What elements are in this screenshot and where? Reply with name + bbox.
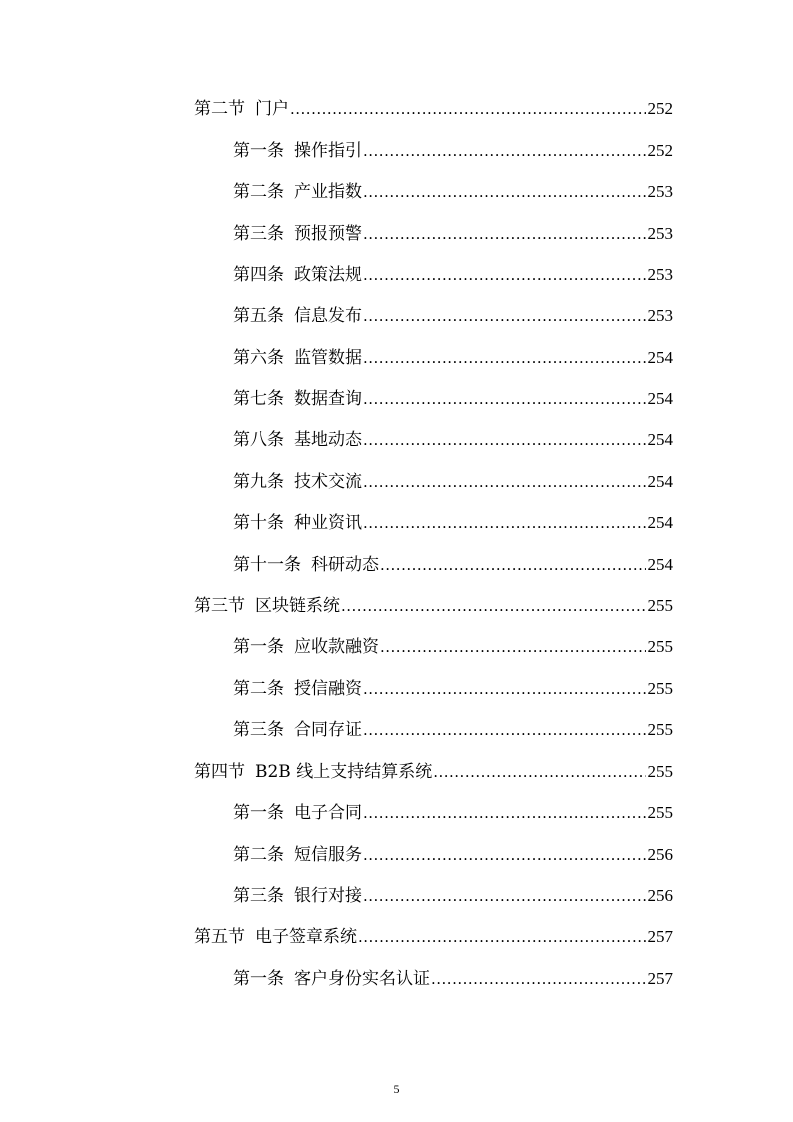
- toc-entry-title: 科研动态: [311, 555, 379, 575]
- toc-entry-page: 253: [647, 182, 673, 201]
- toc-entry-article[interactable]: [233, 263, 673, 287]
- toc-entry-article[interactable]: [233, 718, 673, 742]
- toc-entry-page: 256: [647, 845, 673, 864]
- dot-leader: [431, 967, 646, 991]
- toc-entry-title: 基地动态: [294, 430, 362, 450]
- toc-entry-title: 技术交流: [294, 472, 362, 492]
- toc-entry-title: 电子合同: [294, 803, 362, 823]
- toc-entry-prefix: 第二条: [233, 182, 284, 202]
- toc-entry-article[interactable]: [233, 180, 673, 204]
- toc-entry-page: 253: [647, 265, 673, 284]
- toc-entry-page: 253: [647, 224, 673, 243]
- toc-entry-article[interactable]: [233, 346, 673, 370]
- toc-entry-prefix: 第二条: [233, 845, 284, 865]
- dot-leader: [363, 139, 646, 163]
- toc-entry-article[interactable]: [233, 139, 673, 163]
- toc-entry-article[interactable]: [233, 222, 673, 246]
- toc-entry-article[interactable]: [233, 511, 673, 535]
- dot-leader: [380, 553, 646, 577]
- toc-entry-prefix: 第三节: [194, 596, 245, 616]
- toc-entry-prefix: 第七条: [233, 389, 284, 409]
- toc-entry-page: 254: [647, 348, 673, 367]
- toc-entry-prefix: 第三条: [233, 720, 284, 740]
- toc-entry-page: 255: [647, 637, 673, 656]
- toc-entry-title: 银行对接: [294, 886, 362, 906]
- toc-entry-page: 255: [647, 679, 673, 698]
- toc-entry-prefix: 第五条: [233, 306, 284, 326]
- toc-entry-title: 监管数据: [294, 348, 362, 368]
- toc-entry-section-2[interactable]: [194, 97, 673, 121]
- toc-entry-section-4[interactable]: [194, 760, 673, 784]
- dot-leader: [290, 97, 646, 121]
- toc-entry-title: B2B 线上支持结算系统: [255, 762, 433, 782]
- dot-leader: [363, 304, 646, 328]
- toc-entry-prefix: 第十一条: [233, 555, 301, 575]
- toc-entry-title: 授信融资: [294, 679, 362, 699]
- toc-entry-page: 254: [647, 430, 673, 449]
- dot-leader: [363, 428, 646, 452]
- toc-entry-title: 区块链系统: [255, 596, 340, 616]
- toc-entry-prefix: 第一条: [233, 141, 284, 161]
- toc-entry-page: 253: [647, 306, 673, 325]
- dot-leader: [363, 801, 646, 825]
- toc-entry-article[interactable]: [233, 470, 673, 494]
- toc-entry-prefix: 第九条: [233, 472, 284, 492]
- toc-entry-page: 257: [647, 969, 673, 988]
- page-number: 5: [393, 1082, 400, 1096]
- toc-entry-prefix: 第三条: [233, 224, 284, 244]
- toc-entry-title: 合同存证: [294, 720, 362, 740]
- toc-entry-section-3[interactable]: [194, 594, 673, 618]
- dot-leader: [363, 511, 646, 535]
- toc-entry-title: 操作指引: [294, 141, 362, 161]
- dot-leader: [363, 470, 646, 494]
- toc-entry-prefix: 第六条: [233, 348, 284, 368]
- toc-entry-title: 电子签章系统: [255, 927, 357, 947]
- toc-entry-page: 257: [647, 927, 673, 946]
- toc-entry-article[interactable]: [233, 677, 673, 701]
- toc-entry-page: 255: [647, 762, 673, 781]
- toc-entry-page: 255: [647, 596, 673, 615]
- toc-entry-prefix: 第四条: [233, 265, 284, 285]
- toc-entry-title: 政策法规: [294, 265, 362, 285]
- toc-entry-page: 256: [647, 886, 673, 905]
- toc-entry-title: 预报预警: [294, 224, 362, 244]
- dot-leader: [363, 677, 646, 701]
- toc-entry-section-5[interactable]: [194, 925, 673, 949]
- toc-entry-title: 客户身份实名认证: [294, 969, 430, 989]
- dot-leader: [380, 635, 646, 659]
- toc-entry-page: 255: [647, 720, 673, 739]
- toc-entry-prefix: 第十条: [233, 513, 284, 533]
- toc-entry-title: 短信服务: [294, 845, 362, 865]
- toc-entry-title: 门户: [255, 99, 289, 119]
- dot-leader: [363, 884, 646, 908]
- toc-entry-article[interactable]: [233, 304, 673, 328]
- toc-entry-article[interactable]: [233, 428, 673, 452]
- dot-leader: [363, 263, 646, 287]
- toc-entry-prefix: 第一条: [233, 803, 284, 823]
- dot-leader: [363, 346, 646, 370]
- dot-leader: [341, 594, 646, 618]
- toc-entry-article[interactable]: [233, 387, 673, 411]
- dot-leader: [363, 180, 646, 204]
- toc-entry-page: 254: [647, 389, 673, 408]
- toc-entry-prefix: 第四节: [194, 762, 245, 782]
- toc-entry-title: 种业资讯: [294, 513, 362, 533]
- toc-entry-title: 数据查询: [294, 389, 362, 409]
- toc-entry-article[interactable]: [233, 801, 673, 825]
- toc-entry-page: 255: [647, 803, 673, 822]
- dot-leader: [363, 718, 646, 742]
- toc-entry-prefix: 第八条: [233, 430, 284, 450]
- toc-entry-prefix: 第二条: [233, 679, 284, 699]
- toc-entry-prefix: 第一条: [233, 637, 284, 657]
- toc-entry-page: 252: [647, 141, 673, 160]
- toc-entry-prefix: 第二节: [194, 99, 245, 119]
- toc-entry-prefix: 第五节: [194, 927, 245, 947]
- toc-entry-title: 产业指数: [294, 182, 362, 202]
- dot-leader: [358, 925, 646, 949]
- toc-entry-article[interactable]: [233, 553, 673, 577]
- toc-entry-article[interactable]: [233, 843, 673, 867]
- toc-entry-page: 254: [647, 555, 673, 574]
- toc-entry-article[interactable]: [233, 967, 673, 991]
- toc-entry-page: 254: [647, 472, 673, 491]
- dot-leader: [363, 843, 646, 867]
- dot-leader: [363, 222, 646, 246]
- toc-entry-article[interactable]: [233, 635, 673, 659]
- toc-entry-prefix: 第三条: [233, 886, 284, 906]
- dot-leader: [433, 760, 645, 784]
- toc-entry-article[interactable]: [233, 884, 673, 908]
- toc-entry-page: 254: [647, 513, 673, 532]
- toc-entry-prefix: 第一条: [233, 969, 284, 989]
- toc-entry-page: 252: [647, 99, 673, 118]
- toc-entry-title: 信息发布: [294, 306, 362, 326]
- dot-leader: [363, 387, 646, 411]
- toc-entry-title: 应收款融资: [294, 637, 379, 657]
